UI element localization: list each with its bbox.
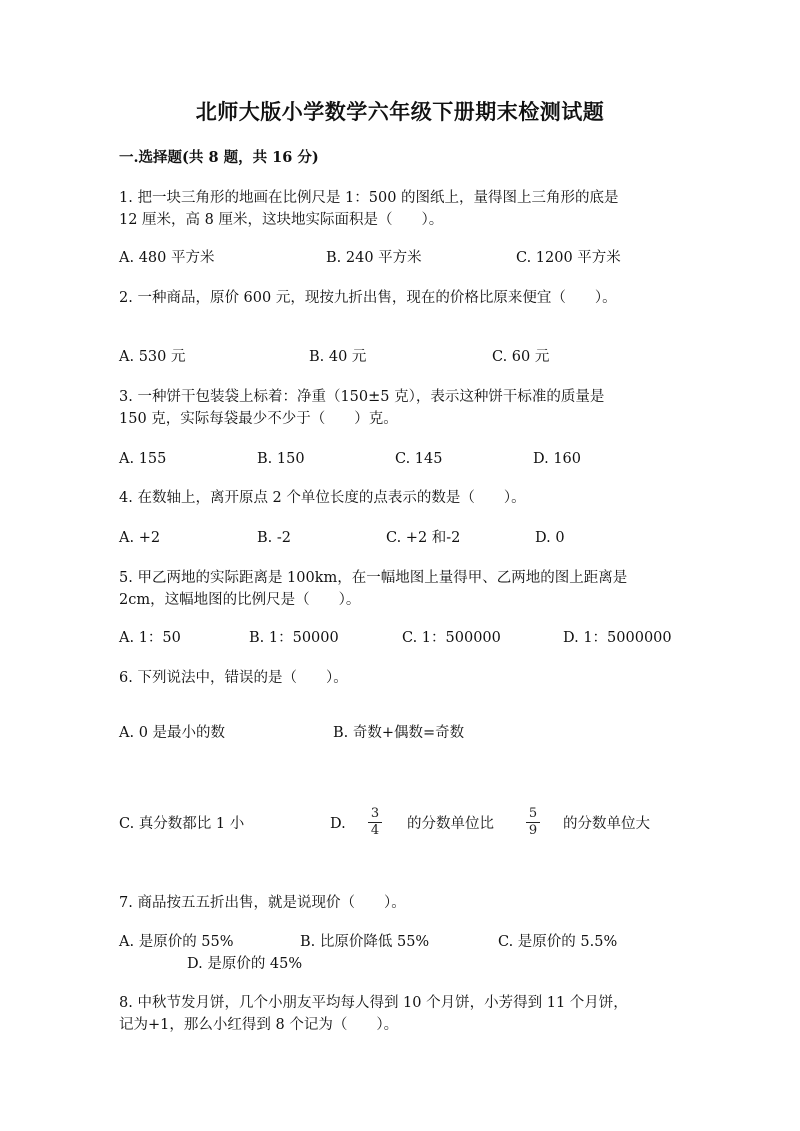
question-3-option-b[interactable]: B. 150	[257, 451, 305, 467]
question-5-line-1: 5. 甲乙两地的实际距离是 100km，在一幅地图上量得甲、乙两地的图上距离是	[119, 570, 628, 586]
question-6-option-d-end: 的分数单位大	[563, 816, 650, 832]
question-5-option-d[interactable]: D. 1：5000000	[563, 630, 672, 646]
question-7-option-a[interactable]: A. 是原价的 55%	[119, 934, 234, 950]
question-2-line-1: 2. 一种商品，原价 600 元，现按九折出售，现在的价格比原来便宜（ ）。	[119, 290, 617, 306]
question-6-option-a[interactable]: A. 0 是最小的数	[119, 725, 226, 741]
question-6-option-d-mid: 的分数单位比	[407, 816, 494, 832]
question-4-option-c[interactable]: C. +2 和-2	[386, 530, 461, 546]
question-3-option-a[interactable]: A. 155	[119, 451, 167, 467]
page-title: 北师大版小学数学六年级下册期末检测试题	[195, 99, 605, 124]
question-5-option-b[interactable]: B. 1：50000	[249, 630, 339, 646]
question-5-option-c[interactable]: C. 1：500000	[402, 630, 501, 646]
question-1-line-1: 1. 把一块三角形的地画在比例尺是 1：500 的图纸上，量得图上三角形的底是	[119, 190, 619, 206]
section-heading: 一.选择题(共 8 题，共 16 分)	[119, 149, 319, 166]
fraction-2-denominator: 9	[528, 823, 538, 838]
question-7-line-1: 7. 商品按五五折出售，就是说现价（ ）。	[119, 895, 406, 911]
question-1-option-a[interactable]: A. 480 平方米	[119, 250, 215, 266]
question-3-line-2: 150 克，实际每袋最少不少于（ ）克。	[119, 411, 398, 427]
question-1-line-2: 12 厘米，高 8 厘米，这块地实际面积是（ ）。	[119, 212, 444, 228]
question-8-line-1: 8. 中秋节发月饼，几个小朋友平均每人得到 10 个月饼，小芳得到 11 个月饼，	[119, 995, 628, 1011]
question-6-line-1: 6. 下列说法中，错误的是（ ）。	[119, 670, 348, 686]
question-7-option-c[interactable]: C. 是原价的 5.5%	[498, 934, 618, 950]
fraction-1-numerator: 3	[368, 807, 382, 823]
question-5-option-a[interactable]: A. 1：50	[119, 630, 181, 646]
question-2-option-a[interactable]: A. 530 元	[119, 349, 186, 365]
fraction-five-ninths	[526, 807, 540, 838]
question-4-option-a[interactable]: A. +2	[119, 530, 161, 546]
question-4-option-d[interactable]: D. 0	[535, 530, 565, 546]
question-5-line-2: 2cm，这幅地图的比例尺是（ ）。	[119, 592, 361, 608]
question-1-option-c[interactable]: C. 1200 平方米	[516, 250, 621, 266]
fraction-three-quarters	[368, 807, 382, 838]
question-3-line-1: 3. 一种饼干包装袋上标着：净重（150±5 克），表示这种饼干标准的质量是	[119, 389, 605, 405]
question-2-option-c[interactable]: C. 60 元	[492, 349, 550, 365]
question-7-option-d[interactable]: D. 是原价的 45%	[187, 956, 303, 972]
question-3-option-d[interactable]: D. 160	[533, 451, 582, 467]
question-6-option-d-label[interactable]: D.	[330, 816, 346, 832]
question-1-option-b[interactable]: B. 240 平方米	[326, 250, 422, 266]
question-4-option-b[interactable]: B. -2	[257, 530, 291, 546]
fraction-1-denominator: 4	[370, 823, 380, 838]
question-6-option-c[interactable]: C. 真分数都比 1 小	[119, 816, 245, 832]
question-3-option-c[interactable]: C. 145	[395, 451, 443, 467]
question-7-option-b[interactable]: B. 比原价降低 55%	[300, 934, 430, 950]
question-8-line-2: 记为+1，那么小红得到 8 个记为（ ）。	[119, 1017, 399, 1033]
question-2-option-b[interactable]: B. 40 元	[309, 349, 367, 365]
question-4-line-1: 4. 在数轴上，离开原点 2 个单位长度的点表示的数是（ ）。	[119, 490, 526, 506]
fraction-2-numerator: 5	[526, 807, 540, 823]
question-6-option-b[interactable]: B. 奇数+偶数=奇数	[333, 725, 465, 741]
